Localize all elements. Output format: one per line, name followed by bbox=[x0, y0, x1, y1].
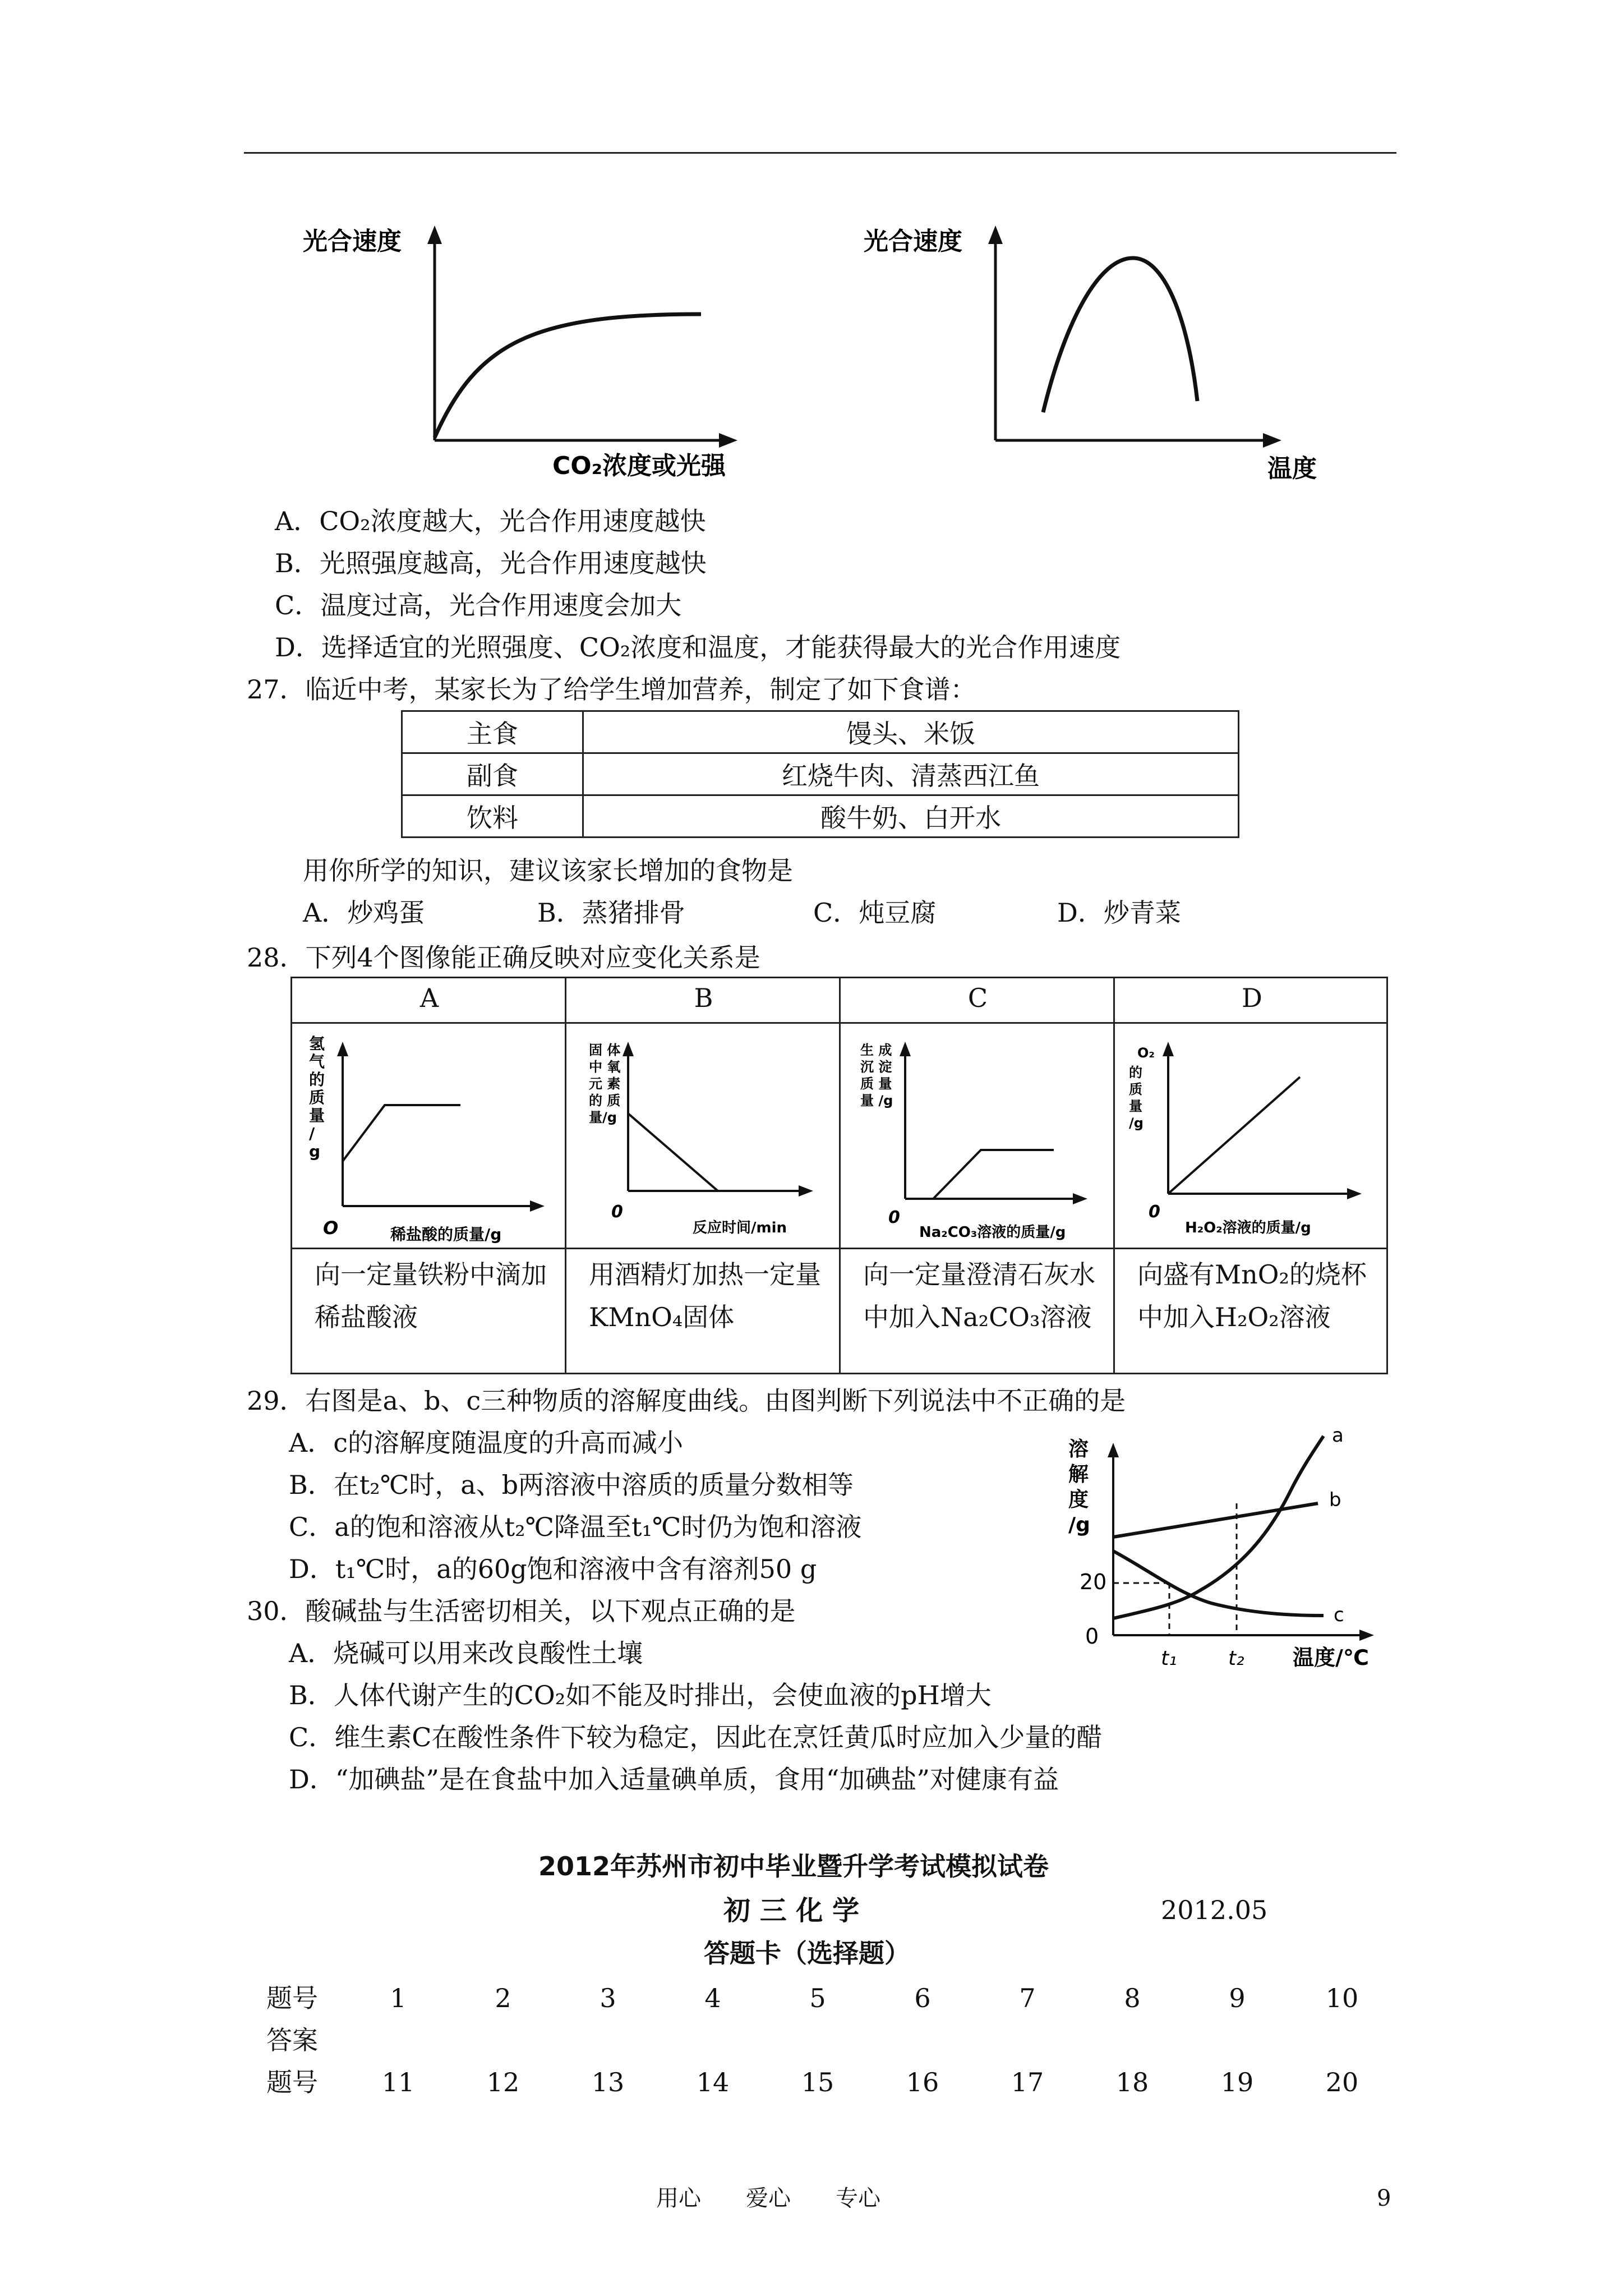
question-number: 1 bbox=[390, 1983, 407, 2013]
q30-option-a: A．烧碱可以用来改良酸性土壤 bbox=[289, 1638, 643, 1668]
q26-right-xlabel: 温度 bbox=[1267, 454, 1317, 483]
q28-head-b: B bbox=[694, 983, 713, 1013]
question-number: 17 bbox=[1011, 2067, 1044, 2097]
q29-xlabel: 温度/℃ bbox=[1293, 1645, 1369, 1670]
q27-option-c: C．炖豆腐 bbox=[813, 898, 937, 928]
question-number: 2 bbox=[495, 1983, 511, 2013]
row1-label: 题号 bbox=[266, 1983, 318, 2013]
q29-label-a: a bbox=[1332, 1425, 1344, 1447]
q29-stem: 29．右图是a、b、c三种物质的溶解度曲线。由图判断下列说法中不正确的是 bbox=[247, 1386, 1126, 1416]
q28-d-xlabel: H₂O₂溶液的质量/g bbox=[1185, 1220, 1311, 1236]
q29-ylabel-1: 溶 bbox=[1068, 1438, 1089, 1461]
q29-solubility-graph bbox=[1066, 1425, 1396, 1677]
question-number: 19 bbox=[1220, 2067, 1254, 2097]
q28-desc-d: 向盛有MnO₂的烧杯中加入H₂O₂溶液 bbox=[1137, 1259, 1367, 1332]
q28-c-ylabel-4: 量 /g bbox=[860, 1093, 893, 1108]
q29-origin: 0 bbox=[1085, 1624, 1099, 1649]
q29-option-a: A．c的溶解度随温度的升高而减小 bbox=[289, 1428, 683, 1458]
q28-d-ylabel-3: 质 bbox=[1129, 1082, 1142, 1097]
question-number: 12 bbox=[486, 2067, 520, 2097]
q28-d-ylabel-2: 的 bbox=[1129, 1065, 1142, 1080]
q28-desc-c: 向一定量澄清石灰水中加入Na₂CO₃溶液 bbox=[863, 1259, 1095, 1332]
q28-b-ylabel-3: 元 素 bbox=[589, 1076, 621, 1092]
table-row bbox=[402, 753, 1239, 795]
menu-key: 主食 bbox=[402, 711, 583, 753]
q29-label-c: c bbox=[1334, 1604, 1344, 1626]
q28-b-ylabel-1: 固 体 bbox=[589, 1042, 621, 1058]
table-row bbox=[402, 795, 1239, 838]
question-number: 16 bbox=[906, 2067, 939, 2097]
q28-desc-a: 向一定量铁粉中滴加稀盐酸液 bbox=[315, 1259, 547, 1332]
q28-head-a: A bbox=[419, 983, 439, 1013]
question-number: 15 bbox=[801, 2067, 834, 2097]
q30-option-b: B．人体代谢产生的CO₂如不能及时排出，会使血液的pH增大 bbox=[289, 1680, 992, 1710]
q26-graph-left bbox=[292, 213, 796, 488]
q28-graph-a bbox=[292, 1024, 565, 1248]
q28-a-ylabel: 氢气的质量/ g bbox=[309, 1034, 325, 1161]
q26-right-ylabel: 光合速度 bbox=[864, 227, 962, 256]
menu-key: 副食 bbox=[402, 753, 583, 795]
q28-b-xlabel: 反应时间/min bbox=[693, 1220, 787, 1236]
q28-graph-b bbox=[566, 1024, 839, 1248]
q28-stem: 28．下列4个图像能正确反映对应变化关系是 bbox=[247, 942, 760, 973]
q26-option-a: A．CO₂浓度越大，光合作用速度越快 bbox=[275, 506, 706, 536]
q28-graph-c bbox=[841, 1024, 1113, 1248]
footer-motto: 用心 爱心 专心 bbox=[656, 2185, 880, 2211]
q29-option-d: D．t₁℃时，a的60g饱和溶液中含有溶剂50 g bbox=[289, 1554, 817, 1584]
q29-option-c: C．a的饱和溶液从t₂℃降温至t₁℃时仍为饱和溶液 bbox=[289, 1512, 862, 1542]
question-number: 18 bbox=[1115, 2067, 1149, 2097]
question-number: 10 bbox=[1325, 1983, 1359, 2013]
q30-option-c: C．维生素C在酸性条件下较为稳定，因此在烹饪黄瓜时应加入少量的醋 bbox=[289, 1722, 1103, 1752]
q28-b-origin: 0 bbox=[611, 1202, 623, 1222]
q28-grid bbox=[291, 977, 1388, 1374]
q27-menu-table bbox=[401, 710, 1239, 838]
menu-value: 酸牛奶、白开水 bbox=[583, 795, 1239, 838]
q28-a-origin: O bbox=[323, 1217, 339, 1239]
question-number: 20 bbox=[1325, 2067, 1359, 2097]
question-number: 6 bbox=[914, 1983, 931, 2013]
table-row bbox=[402, 711, 1239, 753]
q26-left-ylabel: 光合速度 bbox=[303, 227, 402, 256]
question-number: 14 bbox=[696, 2067, 730, 2097]
question-number: 8 bbox=[1124, 1983, 1141, 2013]
exam-date: 2012.05 bbox=[1161, 1895, 1268, 1925]
q29-ylabel-4: /g bbox=[1068, 1513, 1090, 1536]
q27-question: 用你所学的知识，建议该家长增加的食物是 bbox=[303, 855, 793, 886]
menu-key: 饮料 bbox=[402, 795, 583, 838]
row2-label: 题号 bbox=[266, 2067, 318, 2097]
question-number: 3 bbox=[600, 1983, 616, 2013]
q28-graph-d bbox=[1115, 1024, 1387, 1248]
answer-label: 答案 bbox=[266, 2025, 318, 2055]
q28-c-ylabel-2: 沉 淀 bbox=[860, 1059, 892, 1075]
q27-stem: 27．临近中考，某家长为了给学生增加营养，制定了如下食谱： bbox=[247, 674, 976, 705]
q26-option-c: C．温度过高，光合作用速度会加大 bbox=[275, 590, 682, 620]
q28-desc-b: 用酒精灯加热一定量KMnO₄固体 bbox=[589, 1259, 821, 1332]
q28-c-origin: 0 bbox=[888, 1208, 900, 1227]
q28-a-xlabel: 稀盐酸的质量/g bbox=[390, 1225, 502, 1244]
answer-card-title: 答题卡（选择题） bbox=[704, 1938, 910, 1968]
q28-head-c: C bbox=[967, 983, 988, 1013]
question-number: 7 bbox=[1019, 1983, 1036, 2013]
q28-b-ylabel-5: 量/g bbox=[589, 1110, 617, 1125]
q28-b-ylabel-2: 中 氧 bbox=[589, 1059, 621, 1075]
q27-option-b: B．蒸猪排骨 bbox=[537, 898, 685, 928]
q28-d-ylabel-4: 量 bbox=[1129, 1098, 1142, 1114]
q29-ylabel-2: 解 bbox=[1068, 1463, 1089, 1486]
question-number: 11 bbox=[381, 2067, 415, 2097]
header-rule bbox=[244, 152, 1396, 154]
question-number: 4 bbox=[704, 1983, 721, 2013]
menu-value: 红烧牛肉、清蒸西江鱼 bbox=[583, 753, 1239, 795]
q29-ylabel-3: 度 bbox=[1068, 1488, 1089, 1511]
page-number: 9 bbox=[1377, 2185, 1391, 2211]
q26-option-d: D．选择适宜的光照强度、CO₂浓度和温度，才能获得最大的光合作用速度 bbox=[275, 632, 1121, 662]
q28-b-ylabel-4: 的 质 bbox=[589, 1093, 621, 1108]
q26-left-xlabel: CO₂浓度或光强 bbox=[552, 452, 726, 480]
q27-option-a: A．炒鸡蛋 bbox=[303, 898, 425, 928]
q29-label-b: b bbox=[1329, 1489, 1341, 1511]
q28-d-origin: 0 bbox=[1149, 1202, 1160, 1222]
subject-title: 初 三 化 学 bbox=[723, 1895, 860, 1926]
q29-y20: 20 bbox=[1080, 1570, 1107, 1594]
question-number: 9 bbox=[1229, 1983, 1246, 2013]
q28-head-d: D bbox=[1242, 983, 1262, 1013]
question-number: 13 bbox=[591, 2067, 625, 2097]
q28-d-ylabel-5: /g bbox=[1129, 1115, 1144, 1131]
q30-stem: 30．酸碱盐与生活密切相关，以下观点正确的是 bbox=[247, 1596, 796, 1626]
q26-option-b: B．光照强度越高，光合作用速度越快 bbox=[275, 548, 707, 578]
q29-t2: t₂ bbox=[1228, 1647, 1244, 1670]
menu-value: 馒头、米饭 bbox=[583, 711, 1239, 753]
q30-option-d: D．“加碘盐”是在食盐中加入适量碘单质，食用“加碘盐”对健康有益 bbox=[289, 1764, 1059, 1795]
q29-t1: t₁ bbox=[1161, 1647, 1177, 1670]
q27-option-d: D．炒青菜 bbox=[1057, 898, 1181, 928]
q28-c-ylabel-1: 生 成 bbox=[860, 1042, 892, 1058]
q26-graph-right bbox=[852, 213, 1335, 488]
q28-c-xlabel: Na₂CO₃溶液的质量/g bbox=[919, 1224, 1066, 1241]
question-number: 5 bbox=[809, 1983, 826, 2013]
exam-title: 2012年苏州市初中毕业暨升学考试模拟试卷 bbox=[538, 1851, 1049, 1881]
q28-c-ylabel-3: 质 量 bbox=[860, 1076, 892, 1092]
q28-d-ylabel-1: O₂ bbox=[1137, 1045, 1155, 1061]
q29-option-b: B．在t₂℃时，a、b两溶液中溶质的质量分数相等 bbox=[289, 1470, 854, 1500]
